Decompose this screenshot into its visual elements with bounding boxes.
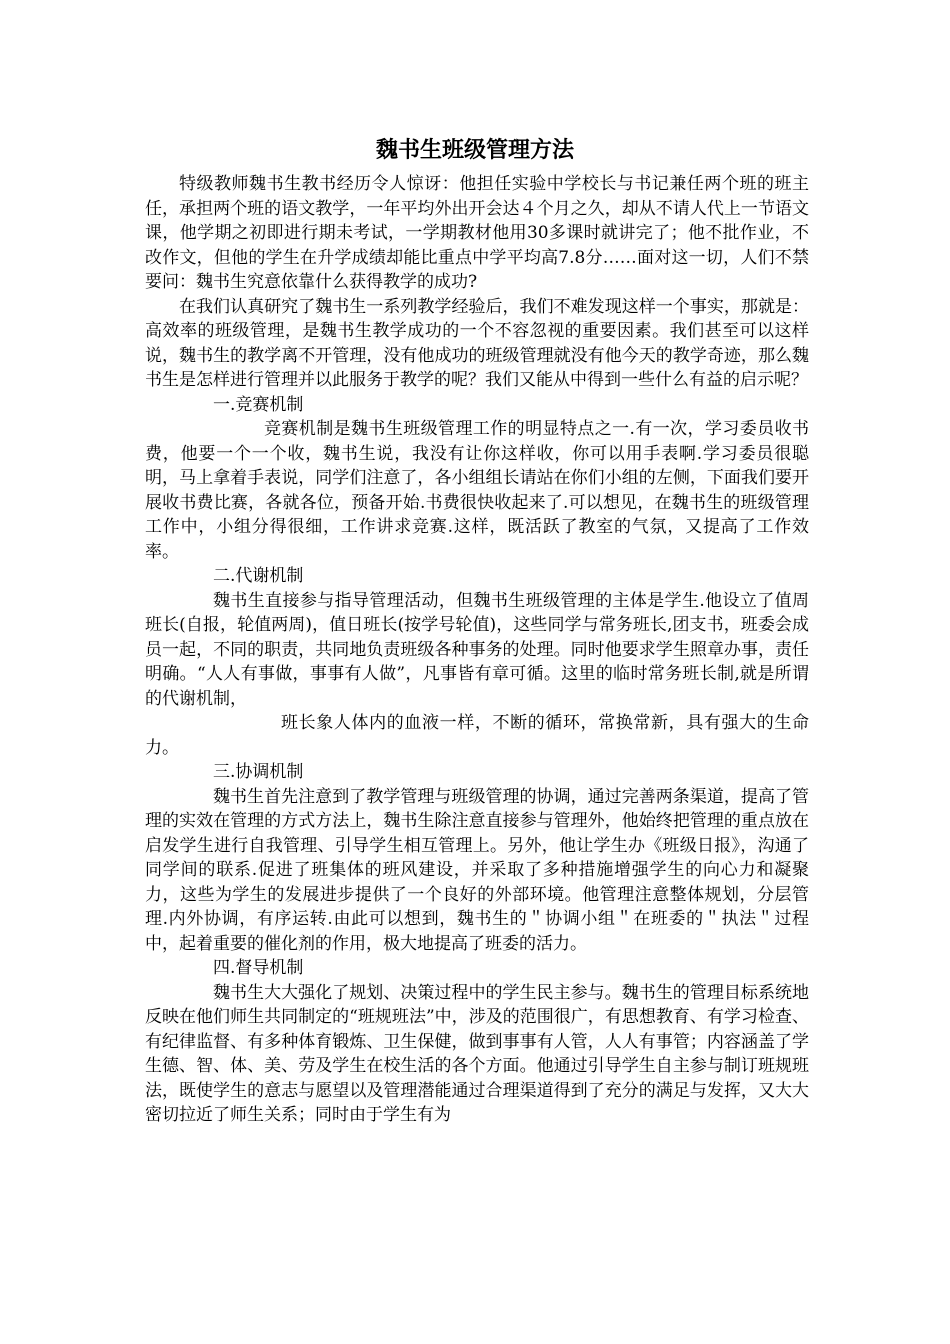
section-heading: 一.竞赛机制 [213, 394, 304, 415]
document-body [145, 172, 809, 1128]
section-heading: 二.代谢机制 [213, 566, 304, 586]
section-supervision [145, 956, 809, 1128]
section-heading: 三.协调机制 [213, 762, 304, 782]
section-paragraph: 魏书生直接参与指导管理活动，但魏书生班级管理的主体是学生.他设立了值周班长(自报，轮值两周)，值日班长(按学号轮值)，这些同学与常务班长,团支书，班委会成员一起，不同的职责，共同地负责班级各种事务的处理。同时他要求学生照章办事，责任明确。“人人有事做，事事有人做”，凡事皆有章可循。这里的临时常务班长制,就是所谓的代谢机制， [145, 590, 809, 709]
section-metabolism [145, 564, 809, 760]
section-competition [145, 393, 809, 565]
section-paragraph: 魏书生大大强化了规划、决策过程中的学生民主参与。魏书生的管理目标系统地反映在他们师生共同制定的“班规班法”中，涉及的范围很广，有思想教育、有学习检查、有纪律监督、有多种体育锻炼、卫生保健，做到事事有人管，人人有事管；内容涵盖了学生德、智、体、美、劳及学生在校生活的各个方面。他通过引导学生自主参与制订班规班法，既使学生的意志与愿望以及管理潜能通过合理渠道得到了充分的满足与发挥，又大大密切拉近了师生关系；同时由于学生有为 [145, 982, 809, 1125]
document-title: 魏书生班级管理方法 [375, 138, 574, 163]
section-paragraph: 竞赛机制是魏书生班级管理工作的明显特点之一.有一次，学习委员收书费，他要一个一个收，魏书生说，我没有让你这样收，你可以用手表啊.学习委员很聪明，马上拿着手表说，同学们注意了，各小组组长请站在你们小组的左侧，下面我们要开展收书费比赛，各就各位，预备开始.书费很快收起来了.可以想见，在魏书生的班级管理工作中，小组分得很细，工作讲求竞赛.这样，既活跃了教室的气氛，又提高了工作效率。 [145, 419, 809, 562]
section-heading: 四.督导机制 [213, 958, 304, 978]
section-paragraph: 魏书生首先注意到了教学管理与班级管理的协调，通过完善两条渠道，提高了管理的实效在管理的方式方法上，魏书生除注意直接参与管理外，他始终把管理的重点放在启发学生进行自我管理、引导学生相互管理上。另外，他让学生办《班级日报》，沟通了同学间的联系.促进了班集体的班风建设，并采取了多种措施增强学生的向心力和凝聚力，这些为学生的发展进步提供了一个良好的外部环境。他管理注意整体规划，分层管理.内外协调，有序运转.由此可以想到，魏书生的＂协调小组＂在班委的＂执法＂过程中，起着重要的催化剂的作用，极大地提高了班委的活力。 [145, 786, 809, 954]
section-paragraph: 班长象人体内的血液一样，不断的循环，常换常新，具有强大的生命力。 [145, 713, 809, 758]
intro-paragraph: 在我们认真研究了魏书生一系列教学经验后，我们不难发现这样一个事实，那就是：高效率的班级管理，是魏书生教学成功的一个不容忽视的重要因素。我们甚至可以这样说，魏书生的教学离不开管理，没有他成功的班级管理就没有他今天的教学奇迹，那么魏书生是怎样进行管理并以此服务于教学的呢？我们又能从中得到一些什么有益的启示呢？ [145, 296, 809, 390]
section-coordination [145, 760, 809, 956]
intro-paragraph: 特级教师魏书生教书经历令人惊讶：他担任实验中学校长与书记兼任两个班的班主任，承担两个班的语文教学，一年平均外出开会达４个月之久，却从不请人代上一节语文课，他学期之初即进行期未考试，一学期教材他用30多课时就讲完了；他不批作业，不改作文，但他的学生在升学成绩却能比重点中学平均高7.8分……面对这一切，人们不禁要问：魏书生究意依靠什么获得教学的成功? [145, 174, 809, 292]
